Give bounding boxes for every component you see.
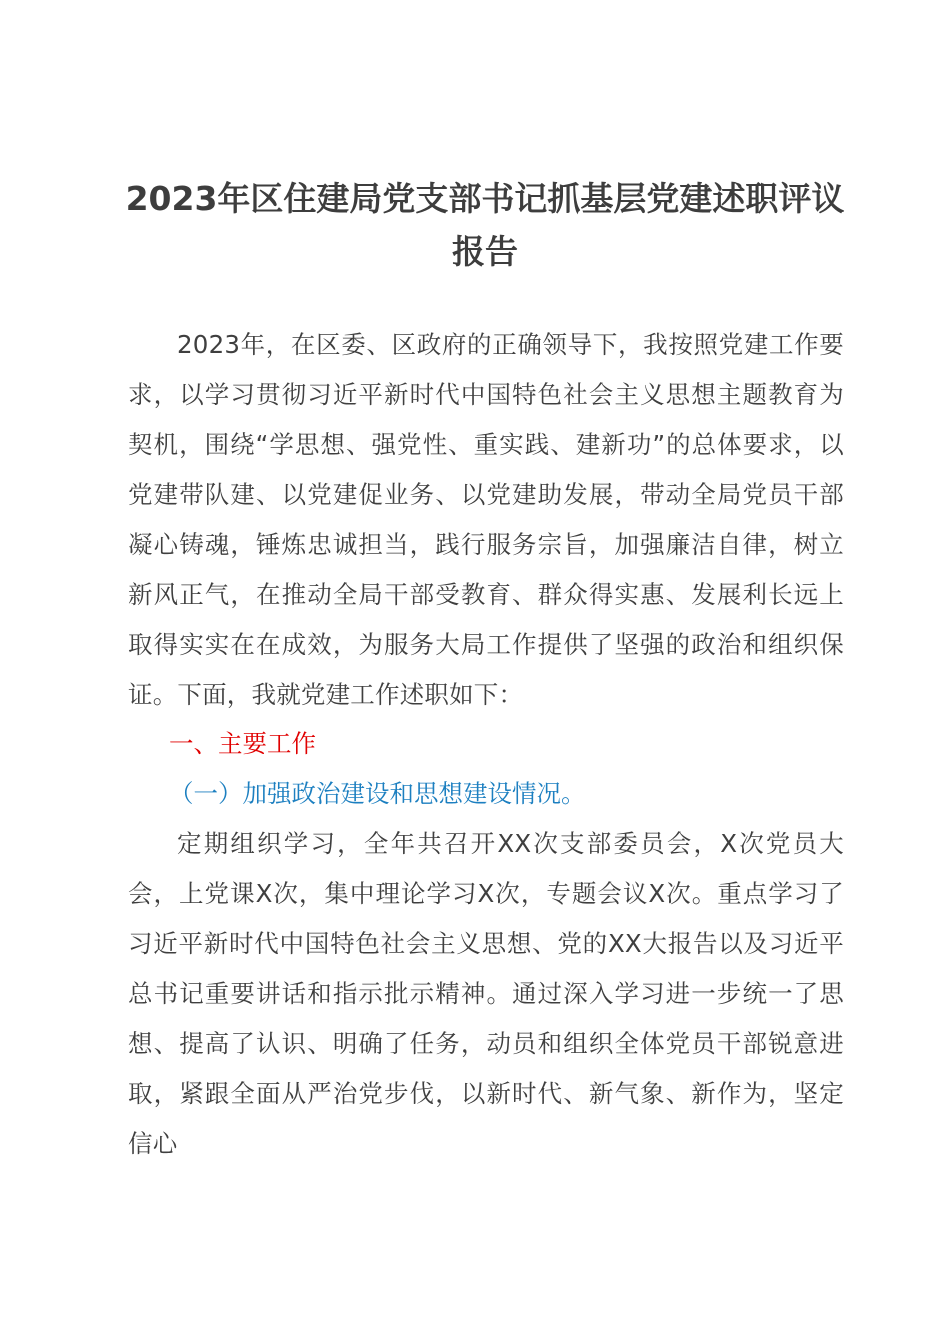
document-title: 2023年区住建局党支部书记抓基层党建述职评议报告 — [125, 179, 845, 271]
section-heading: 一、主要工作 — [169, 729, 316, 758]
subsection-heading: （一）加强政治建设和思想建设情况。 — [169, 779, 586, 808]
intro-paragraph: 2023年，在区委、区政府的正确领导下，我按照党建工作要求，以学习贯彻习近平新时代中国特色社会主义思想主题教育为契机，围绕“学思想、强党性、重实践、建新功”的总体要求，以党建带队建、以党建促业务、以党建助发展，带动全局党员干部凝心铸魂，锤炼忠诚担当，践行服务宗旨，加强廉洁自律，树立新风正气，在推动全局干部受教育、群众得实惠、发展利长远上取得实实在在成效，为服务大局工作提供了坚强的政治和组织保证。下面，我就党建工作述职如下： — [128, 330, 844, 709]
body-paragraph: 定期组织学习，全年共召开XX次支部委员会，X次党员大会，上党课X次，集中理论学习X次，专题会议X次。重点学习了习近平新时代中国特色社会主义思想、党的XX大报告以及习近平总书记重要讲话和指示批示精神。通过深入学习进一步统一了思想、提高了认识、明确了任务，动员和组织全体党员干部锐意进取，紧跟全面从严治党步伐，以新时代、新气象、新作为，坚定信心 — [128, 829, 844, 1158]
